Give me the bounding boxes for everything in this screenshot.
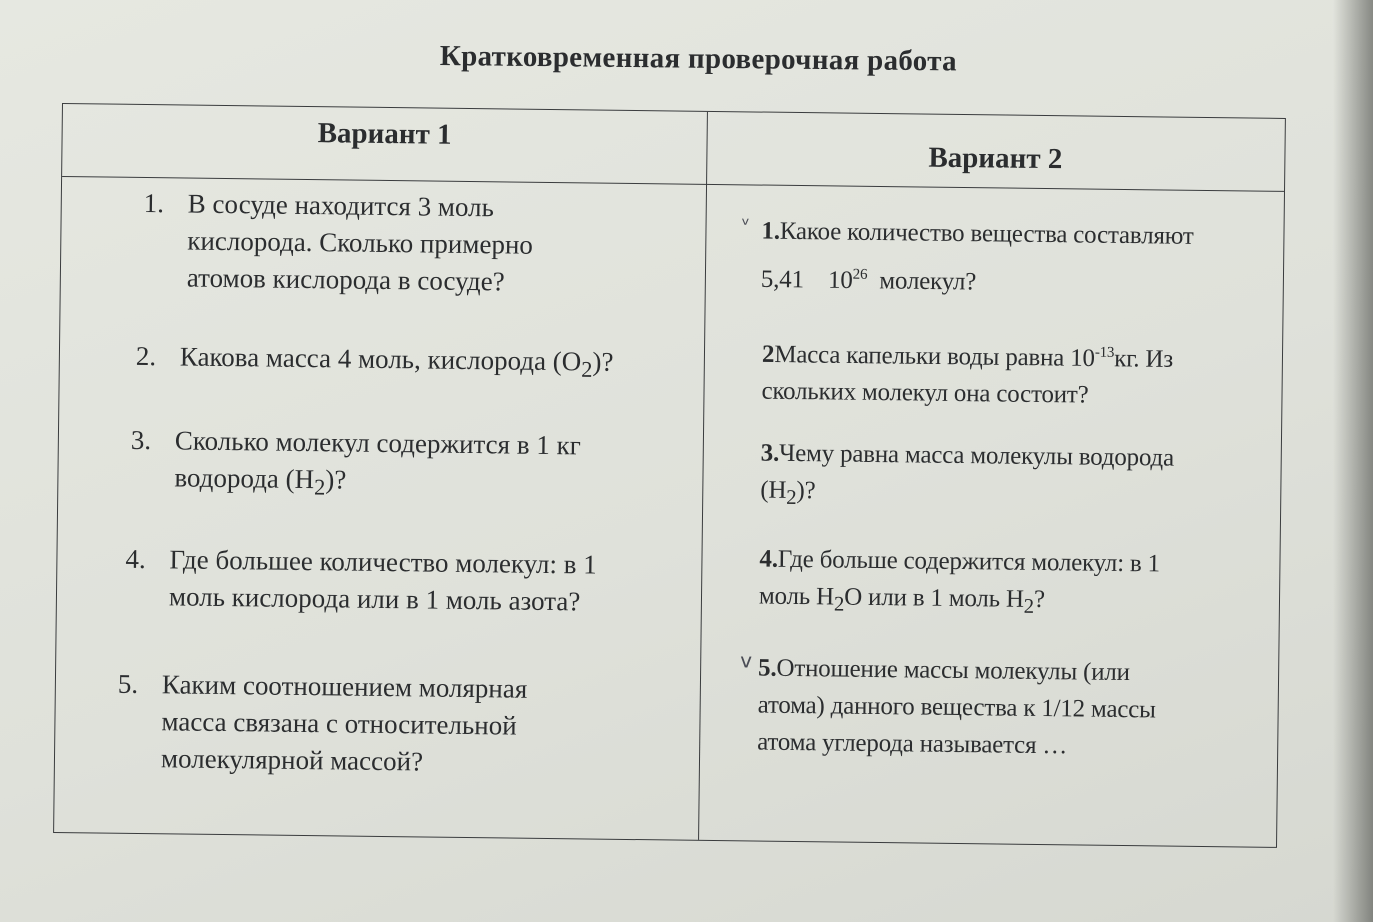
v2-question-4: 4.Где больше содержится молекул: в 1 моль $H_2O$ или в 1 моль $H_2$? [758,545,1161,618]
v2-question-5: 5.Отношение массы молекулы (или атома) данного вещества к 1/12 массы атома углерода называется … [757,654,1156,760]
v1-question-4: 4. Где большее количество молекул: в 1 моль кислорода или в 1 моль азота? [125,543,597,617]
variant1-header: Вариант 1 [317,117,452,151]
v1-question-1: 1. В сосуде находится 3 моль кислорода. Сколько примерно атомов кислорода в сосуде? [143,188,534,297]
variant2-header: Вариант 2 [928,141,1063,175]
page-edge-shadow [1333,0,1373,922]
questions-table [53,103,1286,848]
v1-question-2: 2. Какова масса 4 моль, кислорода $(O_2)$? [135,340,614,382]
column-divider [698,112,708,840]
check-mark-2: v [740,648,753,673]
v2-question-1: 1.Какое количество вещества составляют 5,41 $10^{26}$ молекул? [760,217,1194,296]
check-mark-1: ᵛ [741,212,751,237]
document-title: Кратковременная проверочная работа [439,40,958,78]
v1-question-3: 3. Сколько молекул содержится в 1 кг водорода $(H_2)$? [130,424,581,500]
v2-question-2: 2Масса капельки воды равна $10^{-13}кг$. Из скольких молекул она состоит? [761,340,1174,409]
v2-question-3: 3.Чему равна масса молекулы водорода $(H_2)$? [760,439,1175,510]
v1-question-5: 5. Каким соотношением молярная масса связана с относительной молекулярной массой? [117,668,528,777]
